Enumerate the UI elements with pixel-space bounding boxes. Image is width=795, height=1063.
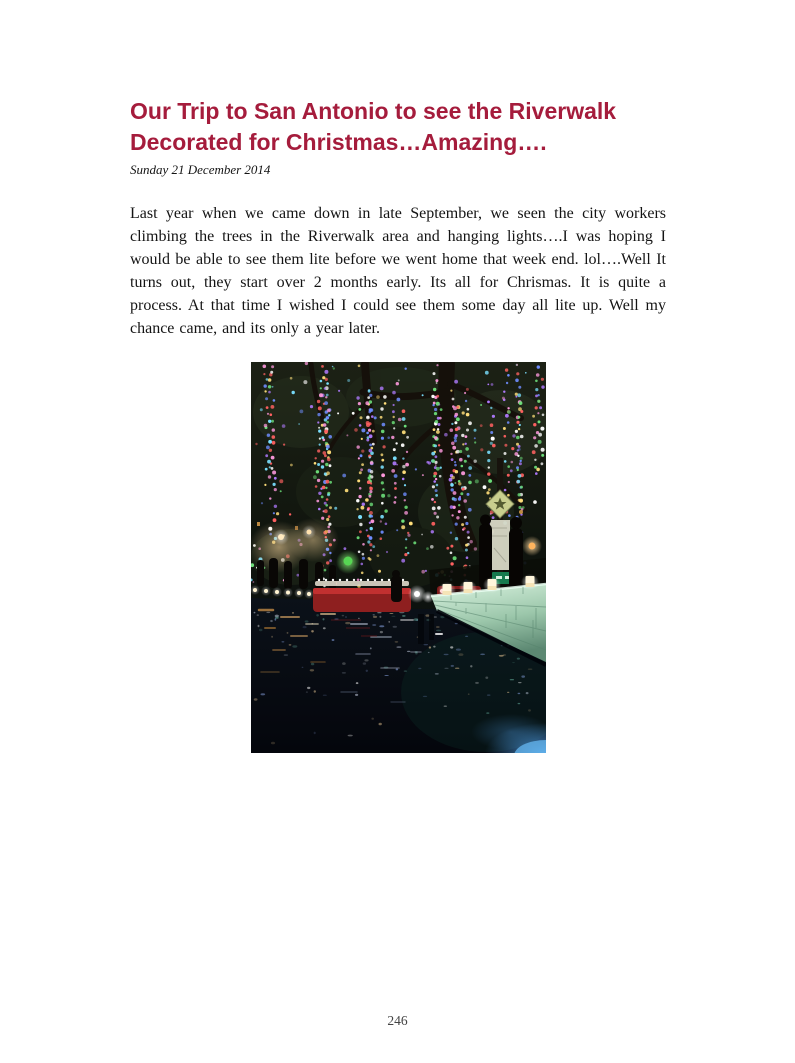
post-content	[130, 96, 666, 753]
pale-info-sign	[490, 520, 510, 570]
post-title: Our Trip to San Antonio to see the Riverwalk Decorated for Christmas…Amazing….	[130, 98, 617, 155]
photo-canvas	[251, 362, 546, 753]
post-body: Last year when we came down in late September, we seen the city workers climbing the trees in the Riverwalk area and hanging lights….I was hoping I would be able to see them lite before we went home that week end. lol….Well It turns out, they start over 2 months early. Its all for Chrismas. It is quite a process. At that time I wished I could see them some day all lite up. Well my chance came, and its only a year later.	[130, 205, 666, 337]
page-number: 246	[387, 1013, 408, 1028]
boat-driver-silhouette	[391, 576, 402, 602]
post-date: Sunday 21 December 2014	[130, 162, 271, 177]
riverwalk-night-photo	[251, 362, 546, 753]
